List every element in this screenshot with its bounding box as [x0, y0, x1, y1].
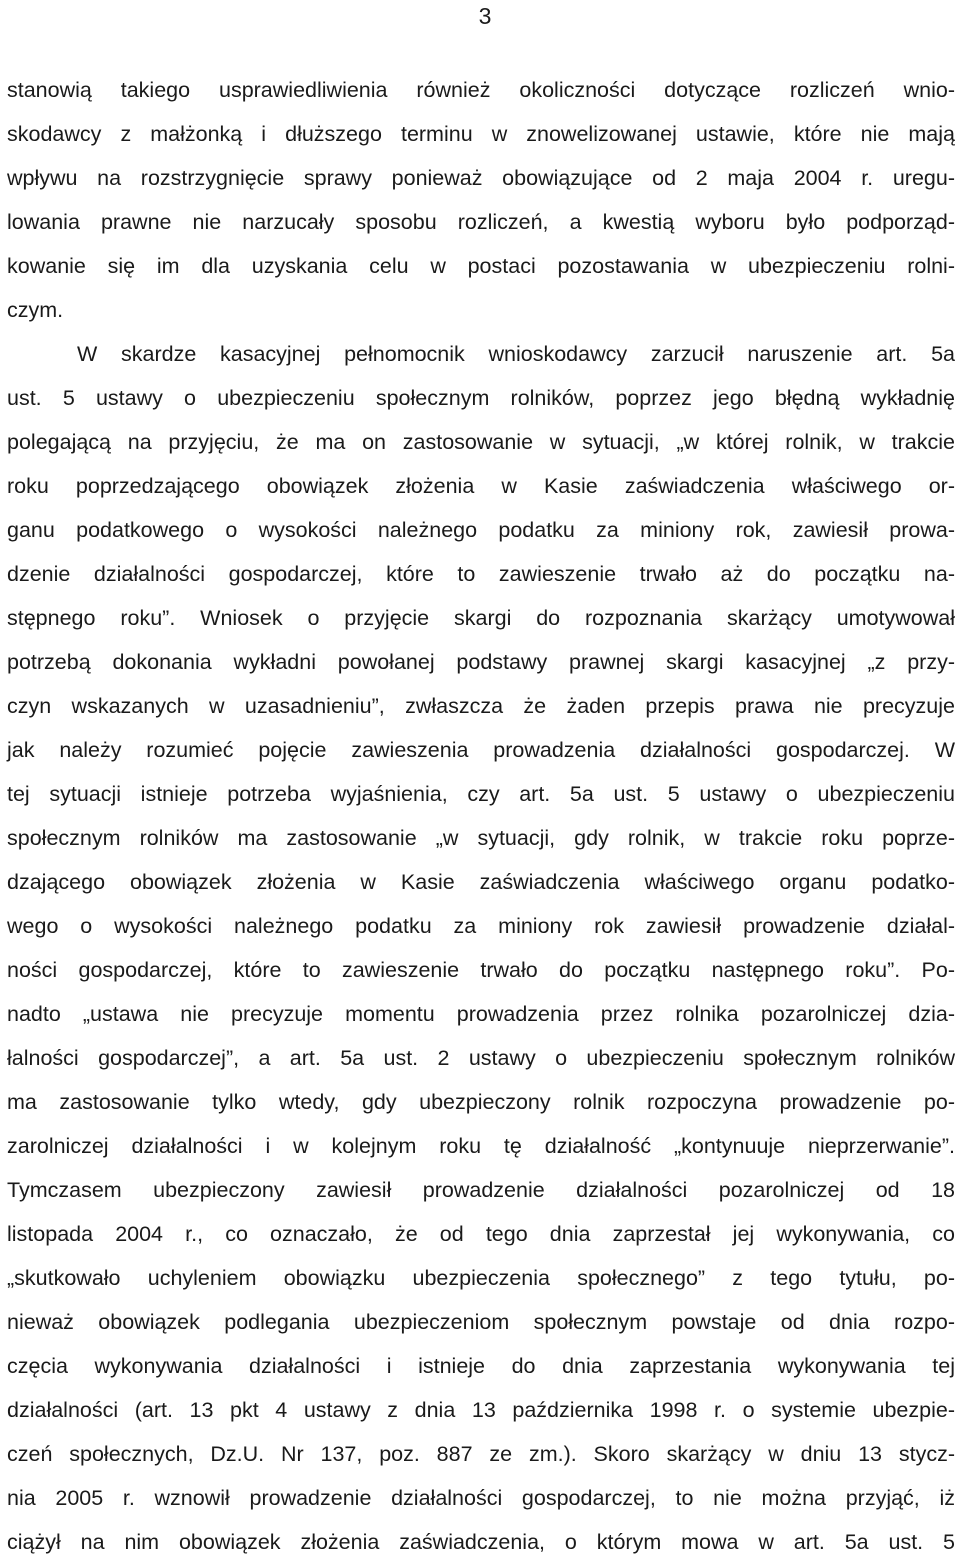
text-line: „skutkowało uchyleniem obowiązku ubezpieczenia społecznego” z tego tytułu, po- — [7, 1266, 955, 1290]
text-line: czym. — [7, 298, 64, 322]
text-line: ma zastosowanie tylko wtedy, gdy ubezpieczony rolnik rozpoczyna prowadzenie po- — [7, 1090, 955, 1114]
text-line: częcia wykonywania działalności i istnieje do dnia zaprzestania wykonywania tej — [7, 1354, 955, 1378]
text-line: stępnego roku”. Wniosek o przyjęcie skargi do rozpoznania skarżący umotywował — [7, 606, 955, 630]
text-line: potrzebą dokonania wykładni powołanej podstawy prawnej skargi kasacyjnej „z przy- — [7, 650, 955, 674]
text-line: społecznym rolników ma zastosowanie „w sytuacji, gdy rolnik, w trakcie roku poprze- — [7, 826, 955, 850]
text-line: czyn wskazanych w uzasadnieniu”, zwłaszcza że żaden przepis prawa nie precyzuje — [7, 694, 955, 718]
text-line: nadto „ustawa nie precyzuje momentu prowadzenia przez rolnika pozarolniczej dzia- — [7, 1002, 955, 1026]
text-line: ganu podatkowego o wysokości należnego podatku za miniony rok, zawiesił prowa- — [7, 518, 955, 542]
text-line: listopada 2004 r., co oznaczało, że od tego dnia zaprzestał jej wykonywania, co — [7, 1222, 955, 1246]
text-line: ności gospodarczej, które to zawieszenie trwało do początku następnego roku”. Po- — [7, 958, 955, 982]
text-line: stanowią takiego usprawiedliwienia również okoliczności dotyczące rozliczeń wnio- — [7, 78, 955, 102]
text-line: kowanie się im dla uzyskania celu w postaci pozostawania w ubezpieczeniu rolni- — [7, 254, 955, 278]
text-line: działalności (art. 13 pkt 4 ustawy z dnia 13 października 1998 r. o systemie ubezpie- — [7, 1398, 955, 1422]
text-line: wpływu na rozstrzygnięcie sprawy ponieważ obowiązujące od 2 maja 2004 r. uregu- — [7, 166, 955, 190]
text-line: W skardze kasacyjnej pełnomocnik wnioskodawcy zarzucił naruszenie art. 5a — [77, 342, 955, 366]
text-line: ciążył na nim obowiązek złożenia zaświadczenia, o którym mowa w art. 5a ust. 5 — [7, 1530, 955, 1554]
text-line: czeń społecznych, Dz.U. Nr 137, poz. 887 ze zm.). Skoro skarżący w dniu 13 stycz- — [7, 1442, 955, 1466]
text-line: skodawcy z małżonką i dłuższego terminu w znowelizowanej ustawie, które nie mają — [7, 122, 955, 146]
text-line: dzającego obowiązek złożenia w Kasie zaświadczenia właściwego organu podatko- — [7, 870, 955, 894]
text-line: łalności gospodarczej”, a art. 5a ust. 2 ustawy o ubezpieczeniu społecznym rolników — [7, 1046, 955, 1070]
document-body — [7, 70, 955, 1566]
text-line: lowania prawne nie narzucały sposobu rozliczeń, a kwestią wyboru było podporząd- — [7, 210, 955, 234]
text-line: tej sytuacji istnieje potrzeba wyjaśnienia, czy art. 5a ust. 5 ustawy o ubezpieczeniu — [7, 782, 955, 806]
text-line: wego o wysokości należnego podatku za miniony rok zawiesił prowadzenie działal- — [7, 914, 955, 938]
text-line: polegającą na przyjęciu, że ma on zastosowanie w sytuacji, „w której rolnik, w trakcie — [7, 430, 955, 454]
text-line: nia 2005 r. wznowił prowadzenie działalności gospodarczej, to nie można przyjąć, iż — [7, 1486, 955, 1510]
text-line: zarolniczej działalności i w kolejnym roku tę działalność „kontynuuje nieprzerwanie”. — [7, 1134, 955, 1158]
text-line: dzenie działalności gospodarczej, które to zawieszenie trwało aż do początku na- — [7, 562, 955, 586]
text-line: jak należy rozumieć pojęcie zawieszenia prowadzenia działalności gospodarczej. W — [7, 738, 955, 762]
text-line: Tymczasem ubezpieczony zawiesił prowadzenie działalności pozarolniczej od 18 — [7, 1178, 955, 1202]
text-line: roku poprzedzającego obowiązek złożenia w Kasie zaświadczenia właściwego or- — [7, 474, 955, 498]
text-line: nieważ obowiązek podlegania ubezpieczeniom społecznym powstaje od dnia rozpo- — [7, 1310, 955, 1334]
page-number: 3 — [478, 3, 492, 29]
text-line: ust. 5 ustawy o ubezpieczeniu społecznym rolników, poprzez jego błędną wykładnię — [7, 386, 955, 410]
